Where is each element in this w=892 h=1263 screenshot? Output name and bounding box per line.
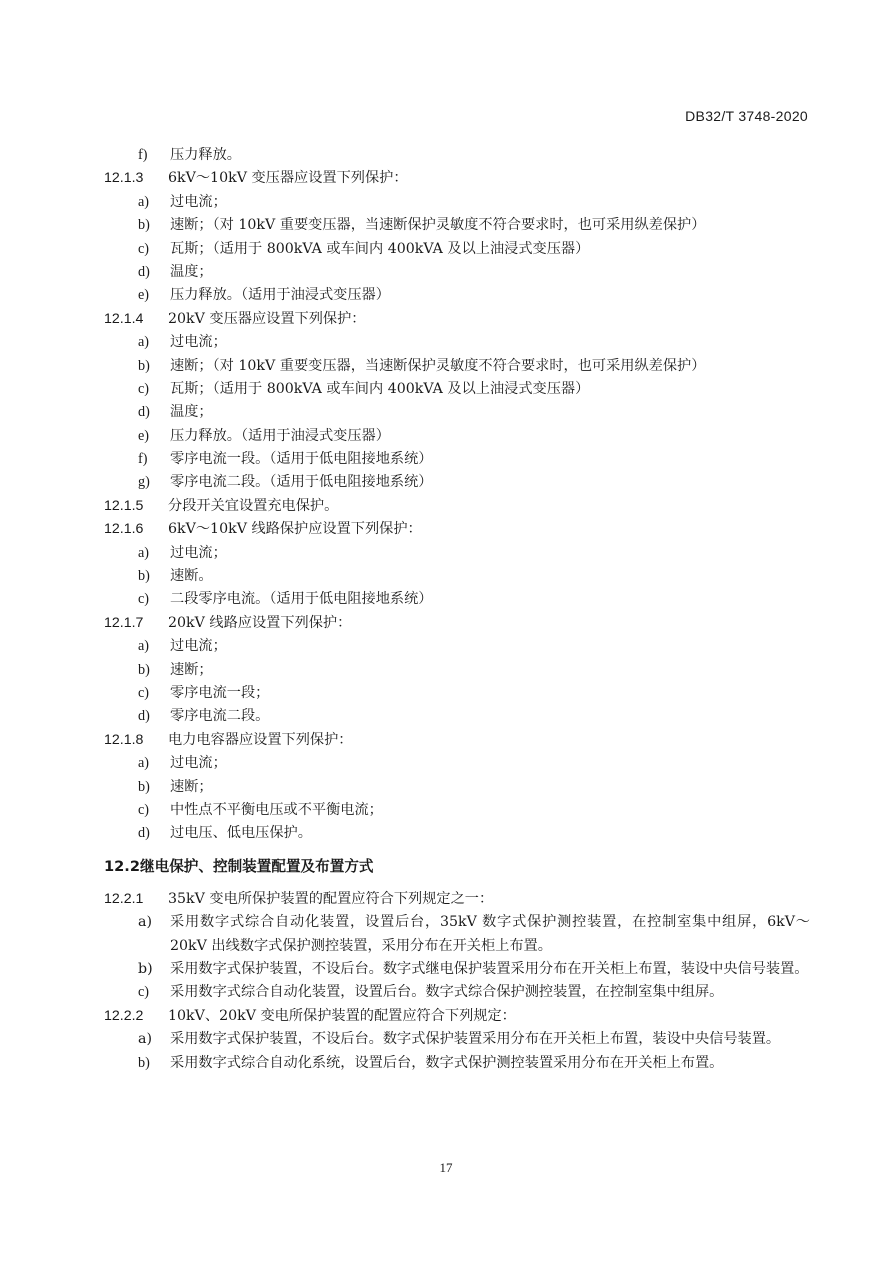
item-marker: a) bbox=[138, 755, 150, 772]
item-marker: e) bbox=[138, 427, 150, 444]
clause-line bbox=[0, 888, 892, 911]
list-item bbox=[0, 238, 892, 261]
list-item bbox=[0, 705, 892, 728]
item-marker: c) bbox=[138, 240, 150, 257]
clause-number: 12.1.6 bbox=[104, 521, 144, 538]
item-marker: f) bbox=[138, 451, 148, 468]
list-item bbox=[0, 958, 892, 981]
item-marker: b) bbox=[138, 357, 150, 374]
list-item bbox=[0, 378, 892, 401]
item-marker: b) bbox=[138, 217, 150, 234]
item-marker: e) bbox=[138, 287, 150, 304]
item-text: 中性点不平衡电压或不平衡电流； bbox=[170, 801, 383, 818]
clause-line bbox=[0, 612, 892, 635]
list-item bbox=[0, 144, 892, 167]
item-marker: a) bbox=[138, 544, 150, 561]
item-marker: a) bbox=[138, 638, 150, 655]
item-text: 瓦斯；（适用于 800kVA 或车间内 400kVA 及以上油浸式变压器） bbox=[170, 380, 590, 397]
item-text: 采用数字式保护装置，不设后台。数字式继电保护装置采用分布在开关柜上布置，装设中央信号装置。 bbox=[170, 960, 809, 977]
list-item bbox=[0, 331, 892, 354]
list-item bbox=[0, 214, 892, 237]
clause-number: 12.2.1 bbox=[104, 890, 144, 907]
list-item bbox=[0, 752, 892, 775]
clause-text: 35kV 变电所保护装置的配置应符合下列规定之一： bbox=[168, 890, 494, 907]
clause-number: 12.2.2 bbox=[104, 1007, 144, 1024]
list-item bbox=[0, 659, 892, 682]
clause-number: 12.1.7 bbox=[104, 614, 144, 631]
item-text: 零序电流二段。 bbox=[170, 708, 270, 725]
item-marker: c) bbox=[138, 380, 150, 397]
item-marker: b) bbox=[138, 661, 150, 678]
item-text: 过电流； bbox=[170, 755, 227, 772]
item-text: 瓦斯；（适用于 800kVA 或车间内 400kVA 及以上油浸式变压器） bbox=[170, 240, 590, 257]
clause-text: 10kV、20kV 变电所保护装置的配置应符合下列规定： bbox=[168, 1007, 516, 1024]
list-item bbox=[0, 911, 892, 958]
list-item bbox=[0, 635, 892, 658]
item-marker: b) bbox=[138, 778, 150, 795]
document-body bbox=[0, 144, 892, 1075]
list-item bbox=[0, 401, 892, 424]
item-text: 过电流； bbox=[170, 193, 227, 210]
item-marker: b) bbox=[138, 1054, 150, 1071]
list-item bbox=[0, 588, 892, 611]
item-marker: d) bbox=[138, 708, 150, 725]
document-code: DB32/T 3748-2020 bbox=[685, 108, 808, 124]
list-item bbox=[0, 776, 892, 799]
clause-line bbox=[0, 495, 892, 518]
list-item bbox=[0, 799, 892, 822]
item-marker: a) bbox=[138, 914, 152, 931]
clause-line bbox=[0, 1005, 892, 1028]
item-marker: b) bbox=[138, 568, 150, 585]
item-marker: g) bbox=[138, 474, 150, 491]
item-text: 压力释放。 bbox=[170, 147, 241, 163]
list-item bbox=[0, 425, 892, 448]
item-text: 过电流； bbox=[170, 638, 227, 655]
list-item bbox=[0, 542, 892, 565]
item-marker: b) bbox=[138, 960, 153, 977]
list-item bbox=[0, 565, 892, 588]
item-marker: d) bbox=[138, 825, 150, 842]
item-text: 过电流； bbox=[170, 544, 227, 561]
item-text: 零序电流二段。（适用于低电阻接地系统） bbox=[170, 474, 433, 491]
clause-line bbox=[0, 167, 892, 190]
item-text: 二段零序电流。（适用于低电阻接地系统） bbox=[170, 591, 433, 608]
item-text: 过电流； bbox=[170, 334, 227, 351]
item-text: 采用数字式保护装置，不设后台。数字式保护装置采用分布在开关柜上布置，装设中央信号装置。 bbox=[170, 1031, 781, 1048]
list-item bbox=[0, 682, 892, 705]
item-text: 采用数字式综合自动化装置，设置后台。数字式综合保护测控装置，在控制室集中组屏。 bbox=[170, 984, 724, 1001]
clause-text: 电力电容器应设置下列保护： bbox=[168, 731, 353, 748]
item-marker: a) bbox=[138, 334, 150, 351]
item-marker: c) bbox=[138, 984, 150, 1001]
clause-number: 12.1.3 bbox=[104, 170, 144, 187]
clause-list-12-2 bbox=[0, 888, 892, 1075]
list-item bbox=[0, 471, 892, 494]
item-marker: c) bbox=[138, 684, 150, 701]
clause-text: 6kV～10kV 变压器应设置下列保护： bbox=[168, 170, 408, 187]
item-marker: c) bbox=[138, 801, 150, 818]
clause-number: 12.1.8 bbox=[104, 731, 144, 748]
list-item bbox=[0, 822, 892, 845]
item-text: 压力释放。（适用于油浸式变压器） bbox=[170, 287, 390, 304]
item-text: 采用数字式综合自动化装置，设置后台，35kV 数字式保护测控装置，在控制室集中组屏，6kV～20kV 出线数字式保护测控装置，采用分布在开关柜上布置。 bbox=[170, 914, 810, 954]
list-item bbox=[0, 284, 892, 307]
clause-number: 12.1.4 bbox=[104, 310, 144, 327]
item-text: 温度； bbox=[170, 263, 213, 280]
clause-number: 12.1.5 bbox=[104, 497, 144, 514]
list-item bbox=[0, 1028, 892, 1051]
item-text: 速断；（对 10kV 重要变压器，当速断保护灵敏度不符合要求时，也可采用纵差保护） bbox=[170, 217, 706, 234]
list-item bbox=[0, 261, 892, 284]
clause-text: 分段开关宜设置充电保护。 bbox=[168, 497, 339, 514]
clause-line bbox=[0, 308, 892, 331]
page-number: 17 bbox=[439, 1160, 453, 1175]
item-text: 零序电流一段； bbox=[170, 684, 270, 701]
item-text: 过电压、低电压保护。 bbox=[170, 825, 312, 842]
clause-line bbox=[0, 518, 892, 541]
item-text: 速断；（对 10kV 重要变压器，当速断保护灵敏度不符合要求时，也可采用纵差保护） bbox=[170, 357, 706, 374]
item-marker: a) bbox=[138, 1031, 152, 1048]
item-text: 零序电流一段。（适用于低电阻接地系统） bbox=[170, 451, 433, 468]
item-marker: d) bbox=[138, 404, 150, 421]
item-text: 压力释放。（适用于油浸式变压器） bbox=[170, 427, 390, 444]
clause-line bbox=[0, 729, 892, 752]
list-item bbox=[0, 191, 892, 214]
clause-text: 6kV～10kV 线路保护应设置下列保护： bbox=[168, 521, 422, 538]
item-text: 速断； bbox=[170, 661, 213, 678]
clause-text: 20kV 变压器应设置下列保护： bbox=[168, 310, 366, 327]
item-text: 速断。 bbox=[170, 568, 213, 585]
list-item bbox=[0, 981, 892, 1004]
clause-text: 20kV 线路应设置下列保护： bbox=[168, 614, 352, 631]
list-item bbox=[0, 355, 892, 378]
list-item bbox=[0, 448, 892, 471]
section-title: 继电保护、控制装置配置及布置方式 bbox=[140, 857, 374, 875]
item-text: 温度； bbox=[170, 404, 213, 421]
item-marker: a) bbox=[138, 193, 150, 210]
item-text: 速断； bbox=[170, 778, 213, 795]
section-number: 12.2 bbox=[104, 857, 141, 875]
item-marker: c) bbox=[138, 591, 150, 608]
item-marker: f) bbox=[138, 147, 148, 163]
item-text: 采用数字式综合自动化系统，设置后台，数字式保护测控装置采用分布在开关柜上布置。 bbox=[170, 1054, 724, 1071]
section-heading bbox=[0, 846, 892, 888]
item-marker: d) bbox=[138, 263, 150, 280]
list-item bbox=[0, 1052, 892, 1075]
clause-list-12-1 bbox=[0, 144, 892, 846]
